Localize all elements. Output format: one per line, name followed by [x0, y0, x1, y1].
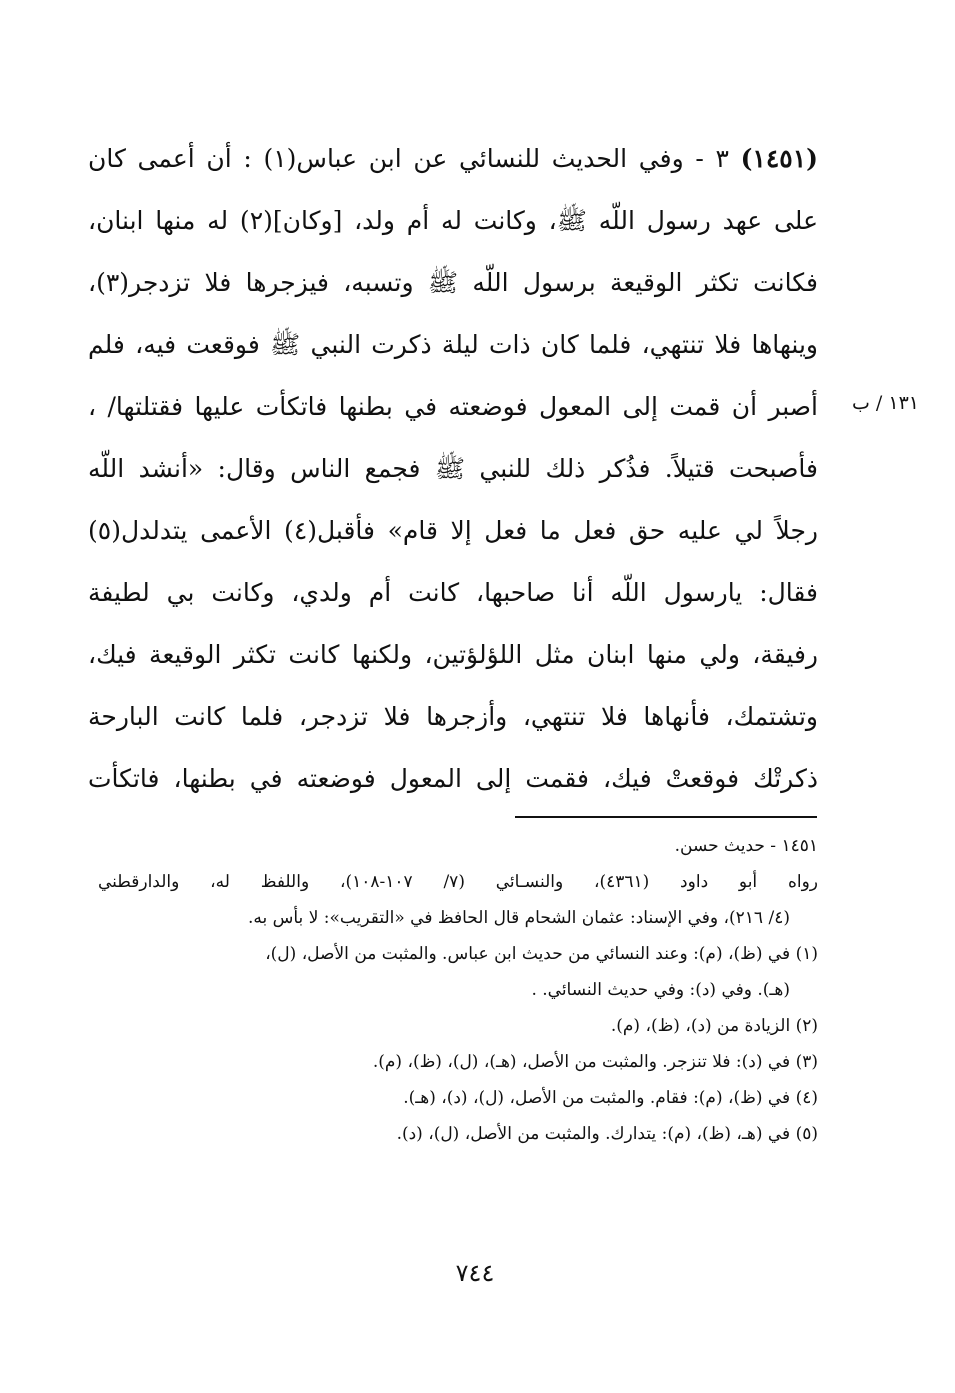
margin-folio-note: ١٣١ / ب [852, 392, 919, 414]
page-number: ٧٤٤ [455, 1259, 495, 1287]
main-line-1-text: ٣ - وفي الحديث للنسائي عن ابن عباس(١) : أن أعمى كان [88, 144, 729, 173]
main-line-2: على عهد رسول اللّه ﷺ، وكانت له أم ولد، [وكان](٢) له منها ابنان، [88, 206, 818, 235]
main-text-block [88, 128, 818, 810]
main-line-6: فأصبحت قتيلاً. فذُكر ذلك للنبي ﷺ فجمع الناس وقال: «أنشد اللّه [88, 454, 818, 483]
main-line-7: رجلاً لي عليه حق فعل ما فعل إلا قام» فأقبل(٤) الأعمى يتدلدل(٥) [88, 516, 818, 545]
footnote-hadith-grade: ١٤٥١ - حديث حسن. [674, 836, 818, 856]
main-line-9: رفيقة، ولي منها ابنان مثل اللؤلؤتين، ولكنها كانت تكثر الوقيعة فيك، [88, 640, 818, 669]
main-line-4: وينهاها فلا تنتهي، فلما كان ذات ليلة ذكرت النبي ﷺ فوقعت فيه، فلم [88, 330, 818, 359]
footnote-takhrij-line-2: (٤/ ٢١٦)، وفي الإسناد: عثمان الشحام قال الحافظ في «التقريب»: لا بأس به. [247, 908, 790, 928]
main-line-5: أصبر أن قمت إلى المعول فوضعته في بطنها فاتكأت عليها فقتلتها/ ، [88, 392, 818, 421]
main-line-10: وتشتمك، فأنهاها فلا تنتهي، وأزجرها فلا تزدجر، فلما كانت البارحة [88, 702, 818, 731]
footnote-1-line-2: (هـ). وفي (د): وفي حديث النسائي. . [531, 980, 790, 1000]
main-line-1 [88, 128, 818, 190]
main-line-11: ذكرتْك فوقعتْ فيك، فقمت إلى المعول فوضعته في بطنها، فاتكأت [88, 764, 818, 793]
footnote-separator [515, 816, 817, 818]
footnote-3: (٣) في (د): فلا تنزجر. والمثبت من الأصل، (هـ)، (ل)، (ظ)، (م). [372, 1052, 818, 1072]
footnote-5: (٥) في (هـ، (ظ)، (م): يتدارك. والمثبت من الأصل، (ل)، (د). [396, 1124, 818, 1144]
footnotes-block [98, 828, 818, 1152]
main-line-3: فكانت تكثر الوقيعة برسول اللّه ﷺ وتسبه، فيزجرها فلا تزدجر(٣)، [88, 268, 818, 297]
footnote-4: (٤) في (ظ)، (م): فقام. والمثبت من الأصل، (ل)، (د)، (هـ). [403, 1088, 818, 1108]
hadith-number: (١٤٥١) [740, 144, 818, 173]
footnote-takhrij-line-1: رواه أبو داود (٤٣٦١)، والنسـائي (٧/ ١٠٧-١٠٨)، واللفظ له، والدارقطني [98, 872, 818, 892]
footnote-2: (٢) الزيادة من (د)، (ظ)، (م). [610, 1016, 818, 1036]
footnote-1-line-1: (١) في (ظ)، (م): وعند النسائي من حديث ابن عباس. والمثبت من الأصل، (ل)، [265, 944, 818, 964]
main-line-8: فقال: يارسول اللّه أنا صاحبها، كانت أم ولدي، وكانت بي لطيفة [88, 578, 818, 607]
